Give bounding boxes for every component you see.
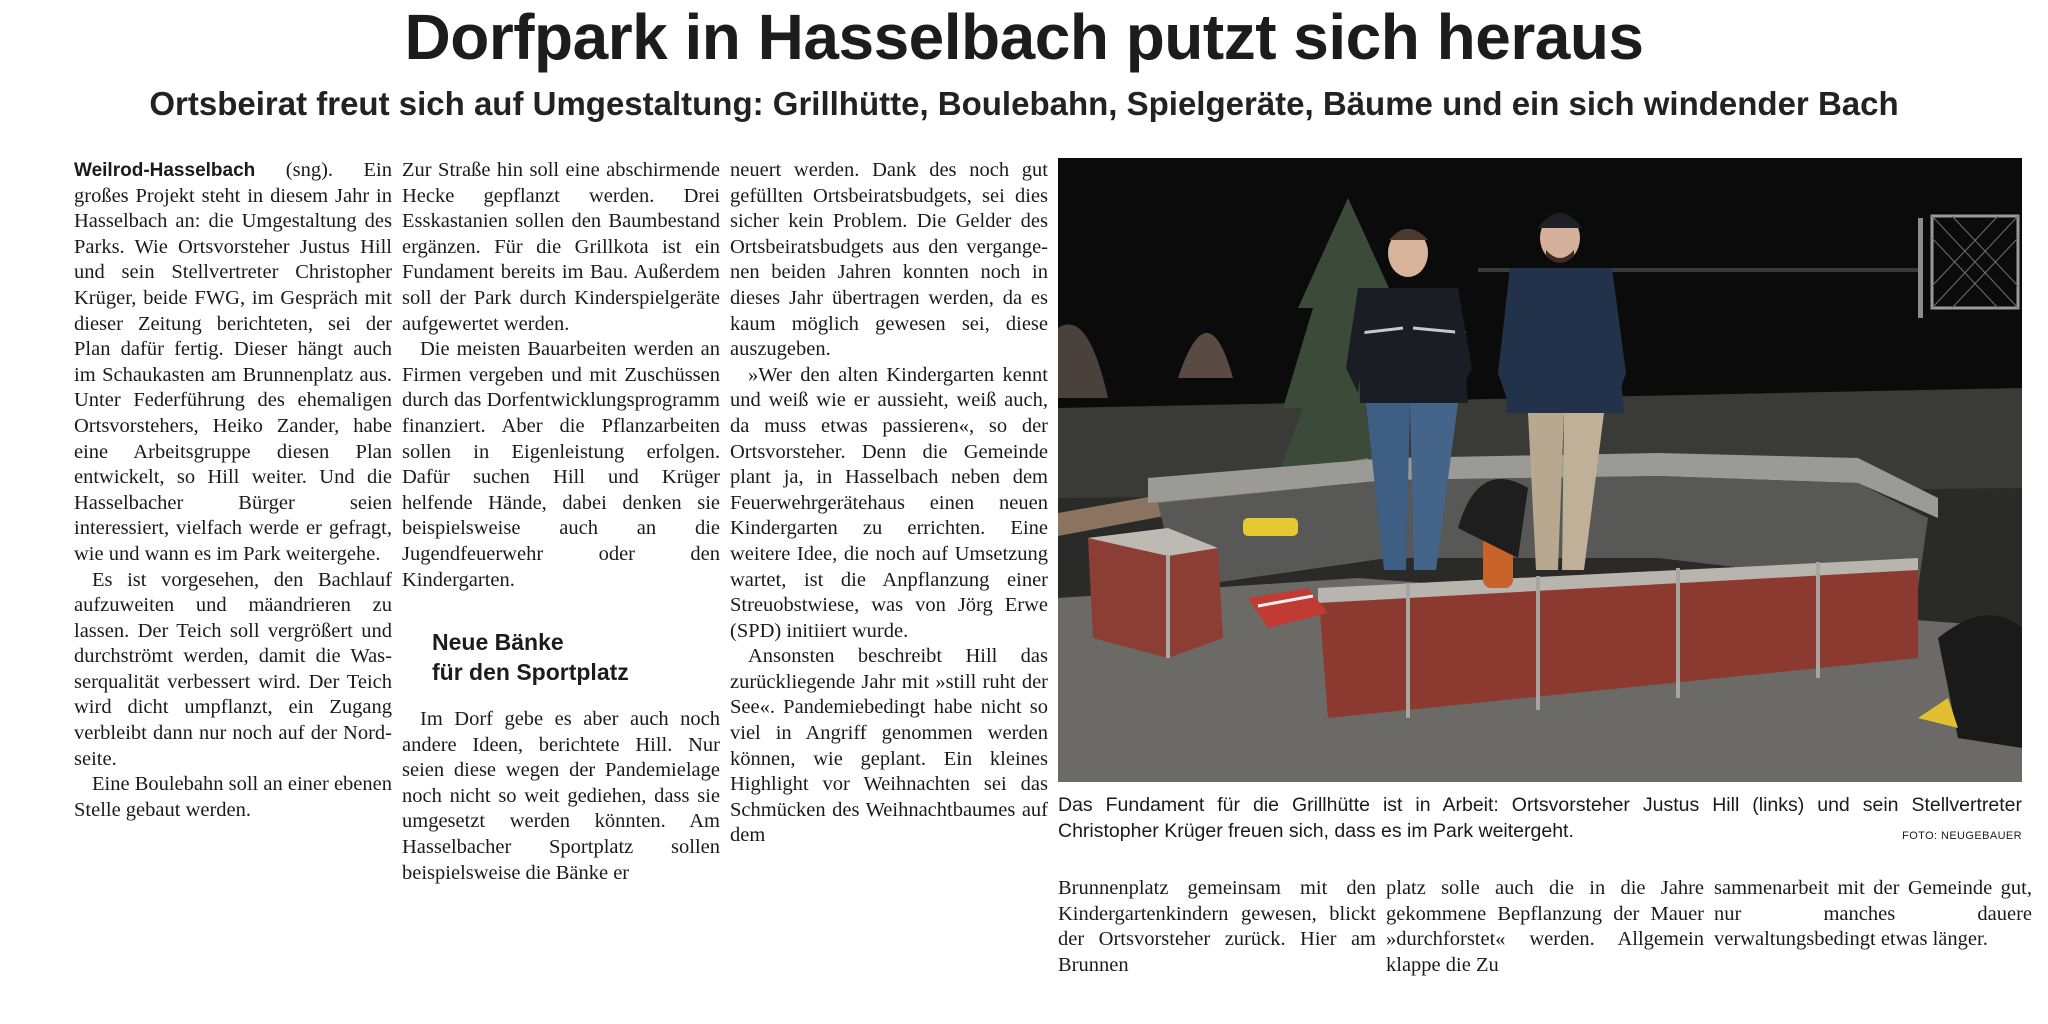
article-column-2 [402,158,720,886]
subtitle-line: Neue Bänke [432,629,564,656]
article-photo [1058,158,2022,782]
paragraph: »Wer den alten Kindergarten kennt und weiß wie er aussieht, weiß auch, da muss etwas passieren«, so der Ortsvorsteher. Denn die Gemeinde plant ja, in Hasselbach neben dem Feuerwehrgerätehaus einen neuen Kindergarten zu errichten. Eine weitere Idee, die noch auf Umsetzung wartet, ist die Anpflanzung einer Streuobstwiese, was von Jörg Erwe (SPD) initiiert wurde. [730,363,1048,642]
article-column-4 [1058,876,1376,978]
paragraph: Im Dorf gebe es aber auch noch andere Ideen, berichtete Hill. Nur seien diese wegen der Pandemielage noch nicht so weit gediehen, dass sie umgesetzt werden könnten. Am Hasselbacher Sportplatz sollen beispielsweise die Bänke er [402,708,720,884]
paragraph [74,158,392,568]
article-column-5 [1386,876,1704,978]
headline: Dorfpark in Hasselbach putzt sich heraus [404,1,1644,73]
subtitle-line: für den Sportplatz [432,659,629,686]
photo-credit: FOTO: NEUGEBAUER [1902,830,2022,842]
paragraph: neuert werden. Dank des noch gut gefüllten Ortsbeiratsbudgets, sei dies sicher kein Problem. Die Gelder des Ortsbeiratsbudgets aus den vergangenen beiden Jahren konnten noch in dieses Jahr übertragen werden, da es kaum möglich gewesen sei, diese auszugeben. [730,159,1048,361]
paragraph: Es ist vorgesehen, den Bachlauf aufzuweiten und mäandrieren zu lassen. Der Teich soll vergrößert und durchströmt werden, damit die Wasserqualität verbessert wird. Der Teich wird dicht umpflanzt, ein Zugang verbleibt dann nur noch auf der Nordseite. [74,568,392,770]
paragraph: Eine Boulebahn soll an einer ebenen Stelle gebaut werden. [74,773,392,821]
photo-illustration [1058,158,2022,782]
paragraph: Brunnenplatz gemeinsam mit den Kindergartenkindern gewesen, blickt der Ortsvorsteher zurück. Hier am Brunnen [1058,877,1376,976]
article-column-3 [730,158,1048,849]
paragraph: platz solle auch die in die Jahre gekommene Bepflanzung der Mauer »durchforstet« werden. Allgemein klappe die Zu [1386,877,1704,976]
paragraph: Zur Straße hin soll eine abschirmende Hecke gepflanzt werden. Drei Esskastanien sollen den Baumbestand ergänzen. Für die Grillkota ist ein Fundament bereits im Bau. Außerdem soll der Park durch Kinderspielgeräte aufgewertet werden. [402,159,720,335]
paragraph-text: (sng). Ein großes Projekt steht in diesem Jahr in Hasselbach an: die Umgestaltung des Parks. Wie Ortsvorsteher Justus Hill und sein Stellvertreter Christopher Krüger, beide FWG, im Gespräch mit dieser Zeitung berichteten, sei der Plan dafür fertig. Dieser hängt auch im Schaukasten am Brunnenplatz aus. Unter Federführung des ehemaligen Ortsvorstehers, Heiko Zander, habe eine Arbeitsgruppe diesen Plan entwickelt, so Hill weiter. Und die Hasselbacher Bürger seien interessiert, vielfach werde er gefragt, wie und wann es im Park weitergehe. [74,159,392,565]
dateline: Weilrod-Hasselbach [74,160,256,181]
photo-caption: Das Fundament für die Grillhütte ist in Arbeit: Ortsvorsteher Justus Hill (links) und sein Stellvertreter Christopher Krüger freuen sich, dass es im Park weitergeht. [1058,794,2022,842]
paragraph: Ansonsten beschreibt Hill das zurückliegende Jahr mit »still ruht der See«. Pandemiebedingt habe nicht so viel in Angriff genommen werden können, wie geplant. Ein kleines Highlight vor Weihnachten sei das Schmücken des Weihnachtbaumes auf dem [730,645,1048,847]
paragraph: Die meisten Bauarbeiten werden an Firmen vergeben und mit Zuschüssen durch das Dorfentwicklungsprogramm finanziert. Aber die Pflanzarbeiten sollen in Eigenleistung erfolgen. Dafür suchen Hill und Krüger helfende Hände, dabei denken sie beispielsweise auch an die Jugendfeuerwehr oder den Kindergarten. [402,338,720,591]
subheadline: Ortsbeirat freut sich auf Umgestaltung: Grillhütte, Boulebahn, Spielgeräte, Bäume und ein sich windender Bach [149,85,1899,122]
section-subtitle [432,627,720,687]
article-column-1 [74,158,392,823]
paragraph: sammenarbeit mit der Gemeinde gut, nur manches dauere verwaltungsbedingt etwas länger. [1714,877,2032,951]
article-column-6 [1714,876,2032,953]
